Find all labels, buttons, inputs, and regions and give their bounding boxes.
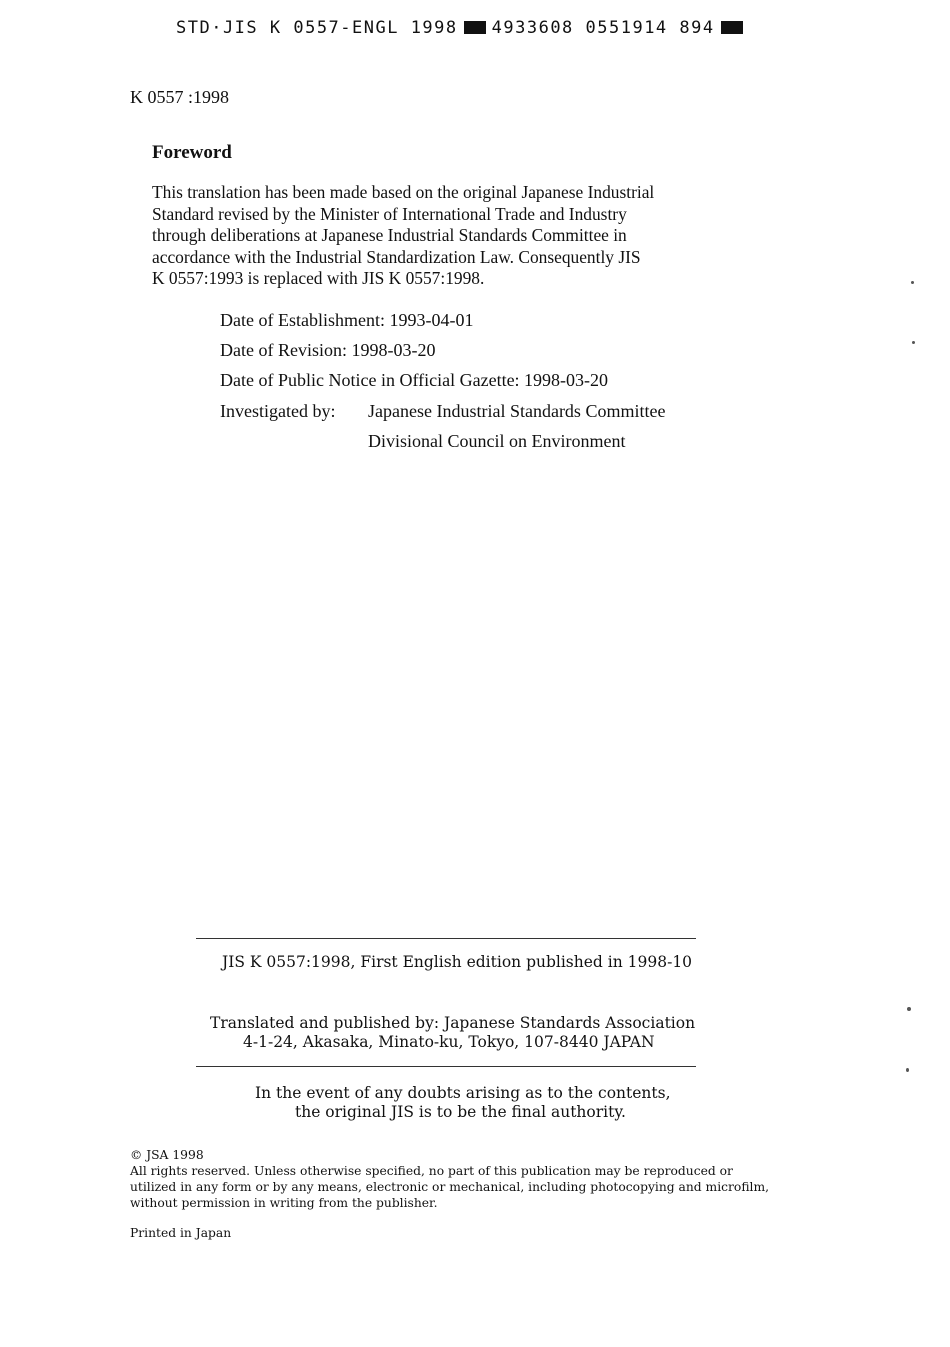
- printed-in: Printed in Japan: [130, 1226, 232, 1240]
- header-block-mark: [464, 21, 486, 34]
- publisher-address: 4-1-24, Akasaka, Minato-ku, Tokyo, 107-8440 JAPAN: [243, 1033, 655, 1051]
- header-code-part2: 4933608 0551914 894: [491, 18, 715, 38]
- divider-top: [196, 938, 696, 939]
- copyright-owner: © JSA 1998: [130, 1148, 204, 1162]
- rights-line: utilized in any form or by any means, electronic or mechanical, including photocopying and microfilm,: [130, 1180, 770, 1194]
- authority-notice-line2: the original JIS is to be the final authority.: [295, 1103, 626, 1121]
- authority-notice-line1: In the event of any doubts arising as to the contents,: [255, 1084, 671, 1102]
- date-of-establishment: Date of Establishment: 1993-04-01: [220, 310, 474, 330]
- document-id: K 0557 :1998: [130, 87, 229, 107]
- edition-statement: JIS K 0557:1998, First English edition published in 1998-10: [222, 953, 693, 971]
- rights-line: All rights reserved. Unless otherwise specified, no part of this publication may be reproduced or: [130, 1164, 733, 1178]
- foreword-line: through deliberations at Japanese Industrial Standards Committee in: [152, 225, 627, 245]
- header-code-line: [176, 18, 749, 38]
- foreword-line: K 0557:1993 is replaced with JIS K 0557:1998.: [152, 268, 485, 288]
- date-of-revision: Date of Revision: 1998-03-20: [220, 340, 436, 360]
- header-code-part1: STD·JIS K 0557-ENGL 1998: [176, 18, 458, 38]
- rights-line: without permission in writing from the publisher.: [130, 1196, 438, 1210]
- foreword-line: accordance with the Industrial Standardization Law. Consequently JIS: [152, 246, 641, 267]
- divider-bottom: [196, 1066, 696, 1067]
- investigated-by-line2: Divisional Council on Environment: [368, 431, 626, 451]
- investigated-by-label: Investigated by:: [220, 401, 336, 421]
- investigated-by-line1: Japanese Industrial Standards Committee: [368, 401, 666, 421]
- scan-speck: [906, 1068, 909, 1072]
- foreword-paragraph: [152, 182, 777, 290]
- scan-speck: [912, 341, 915, 344]
- foreword-line: Standard revised by the Minister of International Trade and Industry: [152, 203, 627, 224]
- foreword-line: This translation has been made based on the original Japanese Industrial: [152, 182, 655, 202]
- header-block-mark: [721, 21, 743, 34]
- translated-by: Translated and published by: Japanese Standards Association: [210, 1014, 696, 1032]
- scan-speck: [907, 1007, 911, 1011]
- foreword-title: Foreword: [152, 142, 232, 163]
- scan-speck: [911, 281, 914, 284]
- date-of-public-notice: Date of Public Notice in Official Gazette: 1998-03-20: [220, 370, 609, 390]
